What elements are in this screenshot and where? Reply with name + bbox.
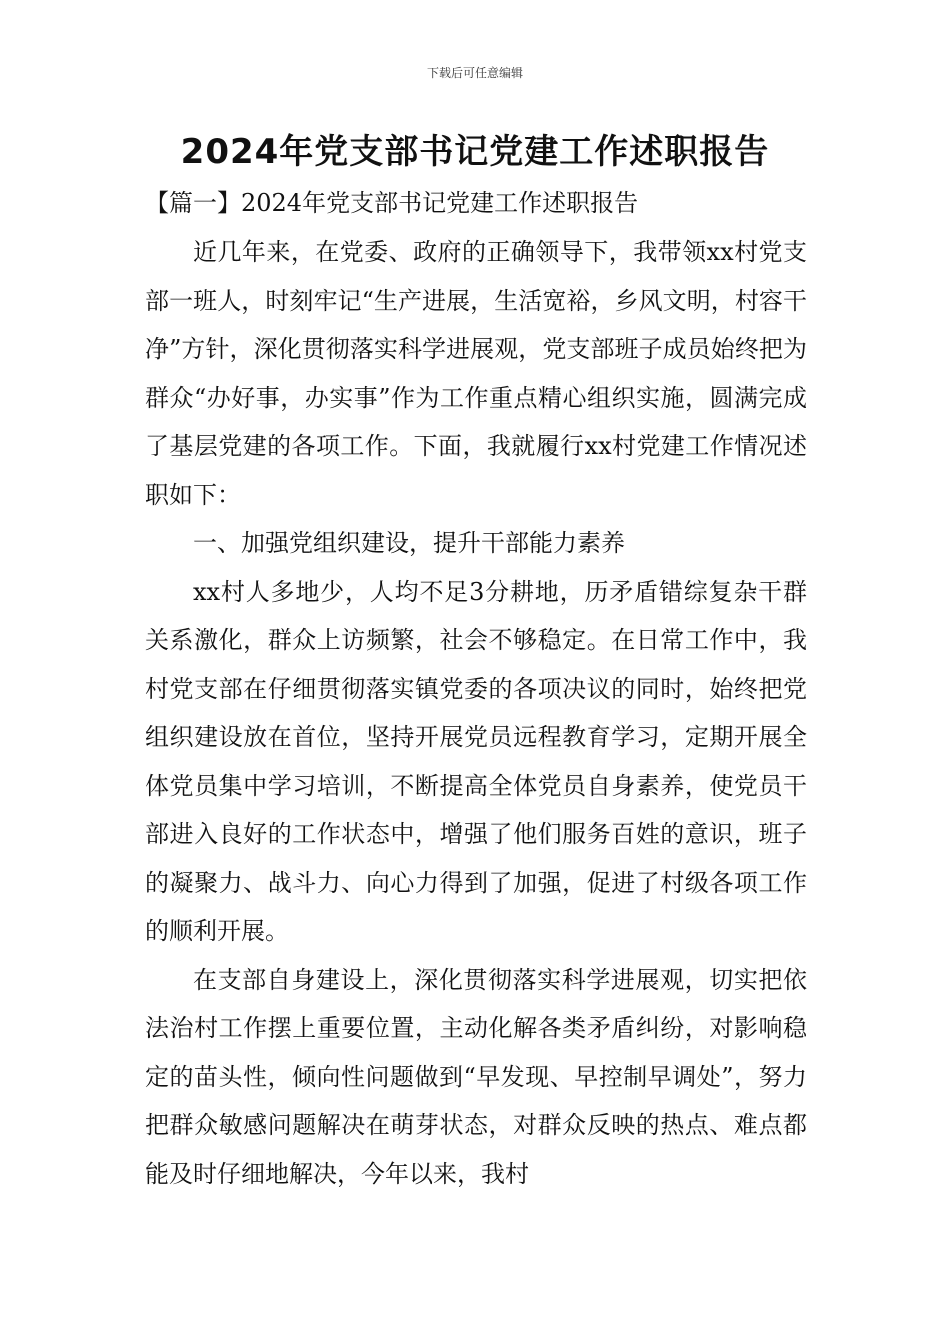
paragraph-branch-construction: 在支部自身建设上，深化贯彻落实科学进展观，切实把依法治村工作摆上重要位置，主动化解各类矛盾纠纷，对影响稳定的苗头性，倾向性问题做到“早发现、早控制早调处”，努力把群众敏感问题解决在萌芽状态，对群众反映的热点、难点都能及时仔细地解决，今年以来，我村	[145, 965, 807, 1188]
paragraph-party-building: xx村人多地少，人均不足3分耕地，历矛盾错综复杂干群关系激化，群众上访频繁，社会不够稳定。在日常工作中，我村党支部在仔细贯彻落实镇党委的各项决议的同时，始终把党组织建设放在首位，坚持开展党员远程教育学习，定期开展全体党员集中学习培训，不断提高全体党员自身素养，使党员干部进入良好的工作状态中，增强了他们服务百姓的意识，班子的凝聚力、战斗力、向心力得到了加强，促进了村级各项工作的顺利开展。	[145, 577, 807, 945]
document-title: 2024年党支部书记党建工作述职报告	[180, 132, 770, 172]
section-heading: 一、加强党组织建设，提升干部能力素养	[193, 529, 625, 557]
paragraph-intro: 近几年来，在党委、政府的正确领导下，我带领xx村党支部一班人，时刻牢记“生产进展，生活宽裕，乡风文明，村容干净”方针，深化贯彻落实科学进展观，党支部班子成员始终把为群众“办好事，办实事”作为工作重点精心组织实施，圆满完成了基层党建的各项工作。下面，我就履行xx村党建工作情况述职如下：	[145, 238, 807, 509]
header-note: 下载后可任意编辑	[426, 66, 523, 80]
document-body	[145, 228, 807, 1198]
section-subtitle: 【篇一】2024年党支部书记党建工作述职报告	[145, 189, 639, 217]
